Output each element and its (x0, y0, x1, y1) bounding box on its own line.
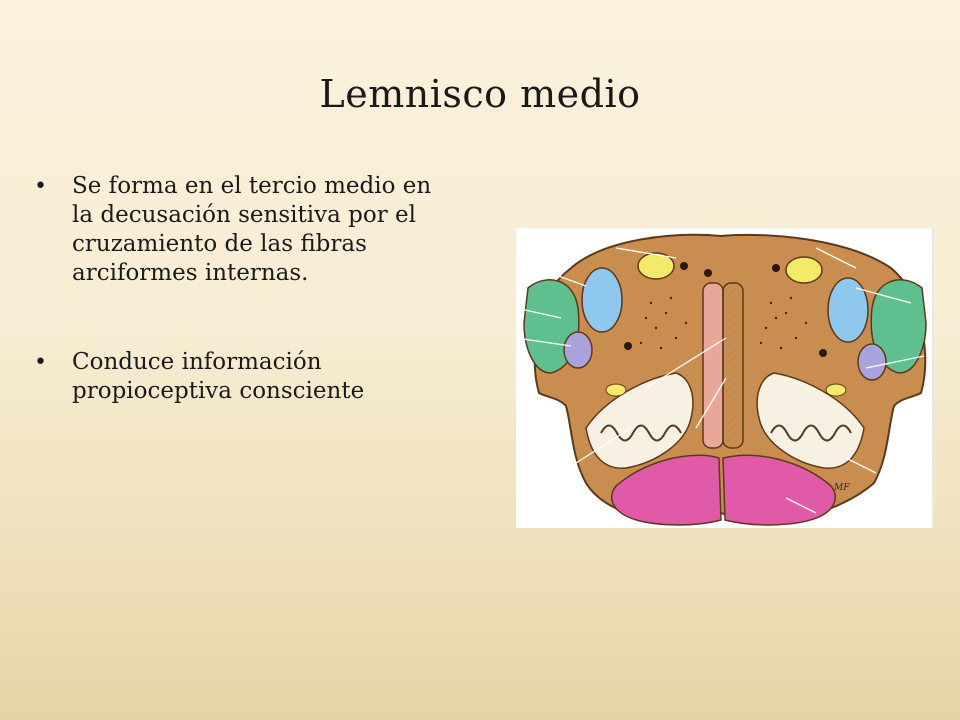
medulla-cross-section-figure (516, 228, 934, 528)
nucleus-dot (819, 349, 827, 357)
nucleus-dot (772, 264, 780, 272)
bullet-text: Conduce información propioceptiva consciente (72, 349, 365, 404)
medial-lemniscus-right (723, 283, 743, 448)
gracile-nucleus-right (786, 257, 822, 283)
bullet-text: Se forma en el tercio medio en la decusación sensitiva por el cruzamiento de las fibras arciformes internas. (72, 173, 432, 286)
nucleus-dot (624, 342, 632, 350)
figure-signature: MF (834, 483, 850, 493)
lavender-nucleus-left (564, 332, 592, 368)
bullet-dot-icon: • (34, 174, 47, 199)
bullet-dot-icon: • (34, 350, 47, 375)
bullet-list (32, 172, 452, 466)
small-yellow-right (826, 384, 846, 396)
spinal-trigeminal-left (582, 268, 622, 332)
spinal-trigeminal-right (828, 278, 868, 342)
medial-lemniscus-left (703, 283, 723, 448)
nucleus-dot (704, 269, 712, 277)
lavender-nucleus-right (858, 344, 886, 380)
bullet-item (32, 172, 452, 288)
small-yellow-left (606, 384, 626, 396)
bullet-item (32, 348, 452, 406)
nucleus-dot (680, 262, 688, 270)
page-title: Lemnisco medio (319, 72, 641, 116)
